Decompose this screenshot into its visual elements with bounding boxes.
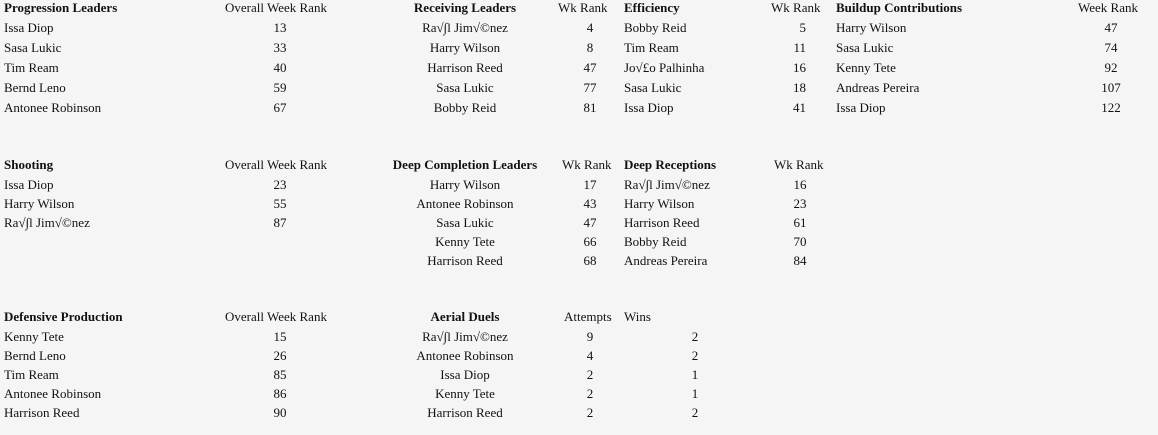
attempts-value: 2 [586,367,594,382]
player-name: Issa Diop [440,367,490,382]
rank-value: 47 [583,215,597,230]
player-name: Harrison Reed [4,405,80,420]
rank-value: 86 [273,386,287,401]
player-name: Kenny Tete [4,329,64,344]
player-name: Harrison Reed [427,253,503,268]
player-name: Harry Wilson [429,40,501,55]
wins-value: 2 [691,405,699,420]
rank-value: 8 [586,40,594,55]
table-title: Deep Completion Leaders [392,157,538,172]
attempts-header: Attempts [564,309,612,324]
rank-header: Wk Rank [558,0,608,15]
rank-value: 59 [273,80,287,95]
rank-value: 16 [793,177,807,192]
rank-header: Overall Week Rank [225,0,327,15]
table-title: Progression Leaders [4,0,118,15]
player-name: Tim Ream [4,367,59,382]
table-title: Efficiency [624,0,680,15]
rank-value: 61 [793,215,807,230]
rank-value: 55 [273,196,287,211]
rank-header: Week Rank [1078,0,1138,15]
player-name: Kenny Tete [836,60,896,75]
wins-value: 1 [691,367,699,382]
player-name: Jo√£o Palhinha [624,60,705,75]
player-name: Andreas Pereira [836,80,920,95]
player-name: Sasa Lukic [836,40,894,55]
rank-value: 40 [273,60,287,75]
player-name: Issa Diop [4,177,54,192]
player-name: Ra√∫l Jim√©nez [422,20,508,35]
player-name: Harry Wilson [836,20,907,35]
rank-value: 43 [583,196,597,211]
rank-value: 84 [793,253,807,268]
attempts-value: 4 [586,348,594,363]
rank-value: 87 [273,215,287,230]
player-name: Sasa Lukic [436,80,494,95]
table-title: Deep Receptions [624,157,717,172]
rank-value: 33 [273,40,287,55]
rank-value: 92 [1104,60,1118,75]
rank-value: 85 [273,367,287,382]
player-name: Harry Wilson [624,196,695,211]
attempts-value: 9 [586,329,594,344]
rank-value: 23 [273,177,287,192]
player-name: Bobby Reid [624,20,687,35]
rank-header: Overall Week Rank [225,309,327,324]
player-name: Bobby Reid [624,234,687,249]
player-name: Sasa Lukic [624,80,682,95]
player-name: Antonee Robinson [4,100,102,115]
player-name: Sasa Lukic [4,40,62,55]
rank-value: 41 [793,100,806,115]
player-name: Harry Wilson [429,177,501,192]
player-name: Ra√∫l Jim√©nez [4,215,90,230]
rank-value: 67 [273,100,287,115]
rank-value: 26 [273,348,287,363]
player-name: Harrison Reed [427,405,503,420]
rank-value: 77 [583,80,597,95]
player-name: Issa Diop [624,100,674,115]
player-name: Antonee Robinson [416,348,514,363]
rank-value: 11 [793,40,806,55]
player-name: Bobby Reid [433,100,497,115]
wins-value: 1 [691,386,699,401]
player-name: Harry Wilson [4,196,75,211]
attempts-value: 2 [586,386,594,401]
rank-header: Wk Rank [562,157,612,172]
player-name: Sasa Lukic [436,215,494,230]
table-title: Defensive Production [4,309,123,324]
rank-header: Wk Rank [771,0,821,15]
rank-value: 90 [273,405,287,420]
rank-value: 5 [799,20,806,35]
rank-value: 17 [583,177,597,192]
player-name: Tim Ream [624,40,679,55]
table-title: Buildup Contributions [836,0,963,15]
player-name: Harrison Reed [624,215,700,230]
table-title: Shooting [4,157,54,172]
wins-header: Wins [624,309,651,324]
rank-value: 13 [273,20,287,35]
player-name: Antonee Robinson [4,386,102,401]
player-name: Kenny Tete [435,386,495,401]
rank-value: 81 [583,100,597,115]
player-name: Bernd Leno [4,80,66,95]
rank-value: 47 [583,60,597,75]
rank-header: Overall Week Rank [225,157,327,172]
rank-value: 23 [793,196,807,211]
rank-value: 47 [1104,20,1118,35]
player-name: Tim Ream [4,60,59,75]
rank-header: Wk Rank [774,157,824,172]
player-name: Andreas Pereira [624,253,708,268]
attempts-value: 2 [586,405,594,420]
wins-value: 2 [691,329,699,344]
player-name: Issa Diop [4,20,54,35]
rank-value: 18 [793,80,806,95]
rank-value: 15 [273,329,287,344]
rank-value: 16 [793,60,806,75]
rank-value: 122 [1101,100,1121,115]
player-name: Antonee Robinson [416,196,514,211]
wins-value: 2 [691,348,699,363]
player-name: Harrison Reed [427,60,503,75]
rank-value: 74 [1104,40,1118,55]
rank-value: 107 [1101,80,1121,95]
rank-value: 70 [793,234,807,249]
player-name: Issa Diop [836,100,886,115]
rank-value: 66 [583,234,597,249]
player-name: Bernd Leno [4,348,66,363]
player-name: Ra√∫l Jim√©nez [624,177,710,192]
table-title: Aerial Duels [430,309,500,324]
table-title: Receiving Leaders [413,0,517,15]
player-name: Kenny Tete [435,234,495,249]
rank-value: 68 [583,253,597,268]
player-name: Ra√∫l Jim√©nez [422,329,508,344]
rank-value: 4 [586,20,594,35]
